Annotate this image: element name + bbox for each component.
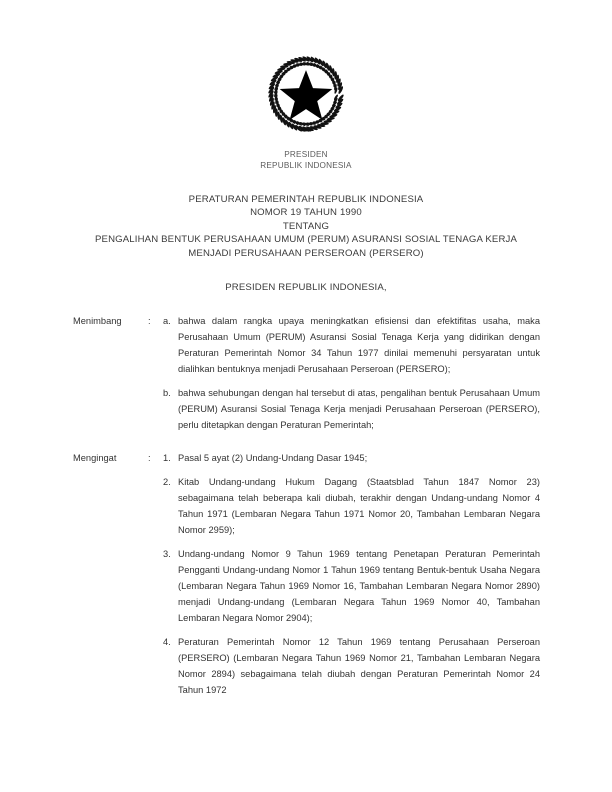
clause-colon: :: [148, 316, 151, 327]
title-line-about: TENTANG: [282, 220, 330, 232]
emblem-block: [0, 0, 612, 171]
title-line-subject-2: MENJADI PERUSAHAAN PERSEROAN (PERSERO): [188, 247, 424, 259]
title-line-regulation: PERATURAN PEMERINTAH REPUBLIK INDONESIA: [188, 194, 424, 205]
item-text: Pasal 5 ayat (2) Undang-Undang Dasar 1945;: [178, 453, 368, 464]
clause-section: [0, 313, 612, 698]
item-marker: 3.: [163, 549, 171, 560]
clause-mengingat: [73, 450, 540, 698]
emblem-caption-line-1: PRESIDEN: [284, 150, 328, 159]
clause-item: [163, 546, 540, 626]
item-marker: 2.: [163, 477, 171, 488]
clause-item: [163, 313, 540, 377]
item-text: bahwa sehubungan dengan hal tersebut di atas, pengalihan bentuk Perusahaan Umum (PERUM) Asuransi Sosial Tenaga Kerja menjadi Perusahaan Perseroan (PERSERO), perlu ditetapkan dengan Peraturan Pemerintah;: [178, 388, 540, 431]
clause-item: [163, 450, 540, 466]
clause-label: Mengingat: [73, 453, 117, 464]
item-text: Peraturan Pemerintah Nomor 12 Tahun 1969 tentang Perusahaan Perseroan (PERSERO) (Lembaran Negara Tahun 1969 Nomor 21, Tambahan Lembaran Negara Nomor 2894) sebagaimana telah diubah dengan Peraturan Pemerintah Nomor 24 Tahun 1972: [178, 637, 540, 696]
clause-item: [163, 634, 540, 698]
title-line-number: NOMOR 19 TAHUN 1990: [250, 207, 362, 219]
clause-item-list: [163, 450, 540, 698]
clause-item: [163, 385, 540, 433]
item-marker: b.: [163, 388, 171, 399]
document-title: [0, 193, 612, 260]
emblem-caption-line-2: REPUBLIK INDONESIA: [260, 161, 352, 170]
clause-item-list: [163, 313, 540, 433]
clause-colon: :: [148, 453, 151, 464]
item-text: Undang-undang Nomor 9 Tahun 1969 tentang Penetapan Peraturan Pemerintah Pengganti Undang-undang Nomor 1 Tahun 1969 tentang Bentuk-bentuk Usaha Negara (Lembaran Negara Tahun 1969 Nomor 16, Tambahan Lembaran Negara Nomor 2890) menjadi Undang-undang (Lembaran Negara Tahun 1969 Nomor 40, Tambahan Lembaran Negara Nomor 2904);: [178, 549, 540, 624]
clause-item: [163, 474, 540, 538]
presidential-seal-icon: [260, 48, 352, 140]
item-text: bahwa dalam rangka upaya meningkatkan efisiensi dan efektifitas usaha, maka Perusahaan Umum (PERUM) Asuransi Sosial Tenaga Kerja yang didirikan dengan Peraturan Pemerintah Nomor 34 Tahun 1977 dinilai memenuhi persyaratan untuk dialihkan bentuknya menjadi Perusahaan Perseroan (PERSERO);: [178, 316, 540, 375]
title-line-subject-1: PENGALIHAN BENTUK PERUSAHAAN UMUM (PERUM) ASURANSI SOSIAL TENAGA KERJA: [94, 234, 518, 246]
emblem-caption: [0, 149, 612, 171]
clause-menimbang: [73, 313, 540, 433]
opening-authority: PRESIDEN REPUBLIK INDONESIA,: [225, 282, 387, 294]
item-marker: 4.: [163, 637, 171, 648]
clause-label: Menimbang: [73, 316, 122, 327]
item-text: Kitab Undang-undang Hukum Dagang (Staatsblad Tahun 1847 Nomor 23) sebagaimana telah beberapa kali diubah, terakhir dengan Undang-undang Nomor 4 Tahun 1971 (Lembaran Negara Tahun 1971 Nomor 20, Tambahan Lembaran Negara Nomor 2959);: [178, 477, 540, 536]
item-marker: a.: [163, 316, 171, 327]
item-marker: 1.: [163, 453, 171, 464]
